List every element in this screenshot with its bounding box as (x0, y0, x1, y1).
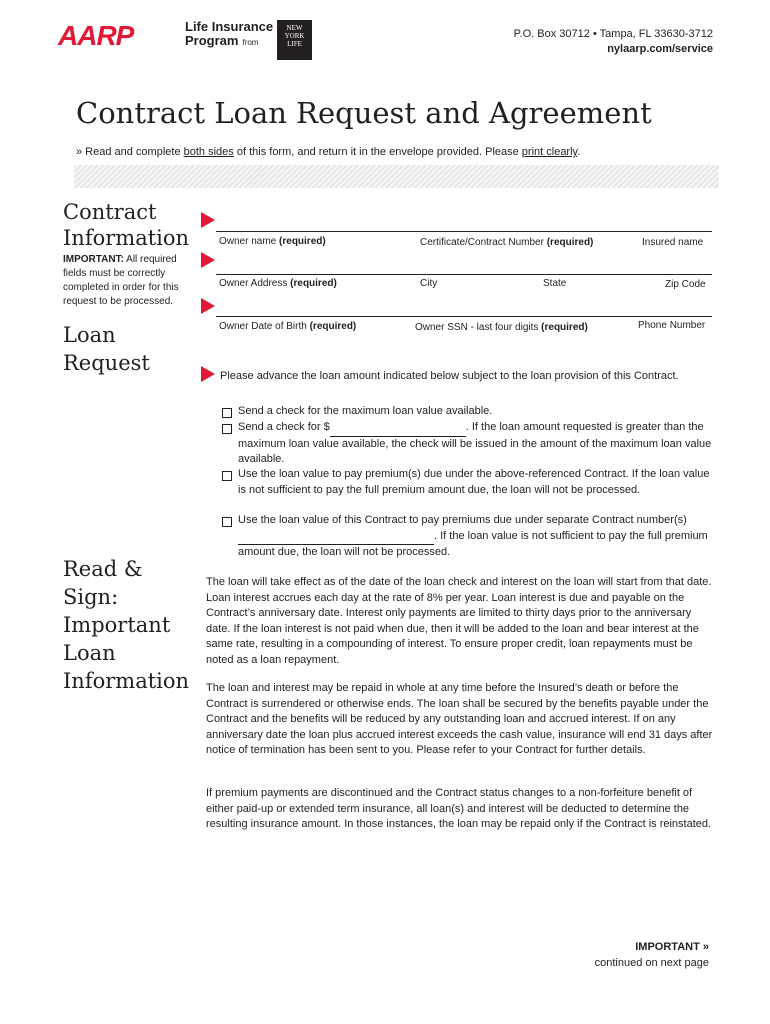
hatched-divider-band (74, 165, 719, 188)
checkbox-specific-amount[interactable] (222, 424, 232, 434)
owner-ssn-field[interactable] (415, 322, 588, 334)
insured-name-field[interactable] (642, 237, 703, 249)
zip-code-label: Zip Code (665, 279, 706, 290)
field-line-row1 (216, 231, 712, 232)
loan-option-max-value-text: Send a check for the maximum loan value available. (238, 405, 493, 417)
loan-amount-blank[interactable] (330, 420, 466, 437)
loan-info-paragraph-1: The loan will take effect as of the date of the loan check and interest on the loan will start from that date. Loan interest accrues each day at the rate of 8% per year. Loan interest is due and payable on the Contract’s anniversary date. Interest only payments are limited to thirty days prior to the anniversary date. If the loan interest is not paid when due, then it will be added to the loan and bear interest at the same rate, resulting in a compounding of interest. To ensure proper credit, loan repayments must be noted as a loan repayment. (206, 576, 712, 666)
loan-option-separate-contract-prefix: Use the loan value of this Contract to pay premiums due under separate Contract number(s) (238, 514, 687, 526)
page-title: Contract Loan Request and Agreement (76, 96, 652, 130)
section-heading-loan-request: Loan Request (63, 323, 150, 375)
nyl-line2: YORK (284, 32, 305, 40)
city-label: City (420, 278, 438, 289)
state-label: State (543, 278, 567, 289)
loan-option-amount-prefix: Send a check for $ (238, 421, 330, 433)
phone-number-field[interactable] (638, 320, 705, 332)
aarp-logo: AARP (58, 20, 134, 51)
field-line-row3 (216, 316, 712, 317)
required-marker: (required) (309, 321, 357, 332)
arrow-marker-row3 (201, 298, 215, 314)
from-text: from (242, 38, 259, 47)
mailing-address: P.O. Box 30712 • Tampa, FL 33630-3712 (513, 28, 713, 40)
loan-option-amount-text: . If the loan amount requested is greater than the maximum loan value available, the check will be issued in the amount of the maximum loan value available. (238, 421, 712, 465)
owner-dob-field[interactable] (219, 321, 356, 333)
loan-option-separate-contract[interactable] (220, 513, 715, 561)
owner-ssn-label: Owner SSN - last four digits (415, 322, 539, 333)
loan-option-specific-amount[interactable] (220, 420, 715, 468)
intro-underlined-both-sides: both sides (183, 146, 234, 158)
arrow-marker-row2 (201, 252, 215, 268)
loan-request-lead: Please advance the loan amount indicated below subject to the loan provision of this Contract. (220, 370, 679, 382)
program-line1: Life Insurance (185, 19, 274, 34)
page-footer (595, 939, 709, 971)
intro-underlined-print-clearly: print clearly (521, 146, 578, 158)
program-line2-wrap (185, 34, 273, 50)
new-york-life-logo (277, 20, 312, 60)
life-insurance-program-logo (185, 20, 273, 50)
city-field[interactable] (420, 278, 437, 290)
checkbox-max-value[interactable] (222, 408, 232, 418)
field-line-row2 (216, 274, 712, 275)
required-marker: (required) (279, 236, 326, 247)
zip-code-field[interactable] (665, 279, 706, 291)
loan-option-pay-premium-text: Use the loan value to pay premium(s) due under the above-referenced Contract. If the loan value is not sufficient to pay the full premium amount due, the loan will not be processed. (238, 468, 710, 496)
intro-middle: of this form, and return it in the envelope provided. Please (233, 146, 522, 158)
important-label: IMPORTANT: (63, 254, 124, 265)
required-marker: (required) (546, 237, 594, 248)
important-text: All required fields must be correctly completed in order for this request to be processed. (63, 254, 179, 307)
loan-option-pay-premium[interactable] (220, 467, 715, 498)
insured-name-label: Insured name (642, 237, 704, 248)
footer-continued: continued on next page (594, 957, 709, 969)
owner-name-field[interactable] (219, 236, 326, 248)
section-heading-read-and-sign: Read & Sign: Important Loan Information (63, 557, 190, 693)
owner-dob-label: Owner Date of Birth (219, 321, 307, 332)
owner-address-label: Owner Address (219, 278, 288, 289)
intro-prefix: » Read and complete (76, 146, 184, 158)
state-field[interactable] (543, 278, 566, 290)
checkbox-pay-premium[interactable] (222, 471, 232, 481)
owner-address-field[interactable] (219, 278, 337, 290)
certificate-number-field[interactable] (420, 237, 593, 249)
intro-instructions (76, 146, 580, 158)
loan-info-paragraph-2: The loan and interest may be repaid in whole at any time before the Insured’s death or before the Contract is surrendered or otherwise ends. The loan shall be secured by the benefits payable under the Contract and the benefits will be reduced by any outstanding loan and accrued interest. If on any anniversary date the loan plus accrued interest exceeds the cash value, insurance will end 31 days after notice of termination has been sent to you. Please refer to your Contract for further details. (206, 682, 713, 756)
section-heading-contract-information: Contract Information (63, 200, 190, 250)
contract-numbers-blank[interactable] (238, 529, 434, 546)
loan-option-max-value[interactable] (220, 404, 715, 420)
important-note (63, 253, 198, 309)
service-website: nylaarp.com/service (607, 43, 713, 55)
footer-important: IMPORTANT » (635, 941, 709, 953)
loan-option-separate-contract-text: . If the loan value is not sufficient to pay the full premium amount due, the loan will not be processed. (238, 529, 708, 558)
owner-name-label: Owner name (219, 236, 277, 247)
phone-number-label: Phone Number (638, 320, 706, 331)
mailing-address-block (514, 27, 713, 57)
nyl-line1: NEW (286, 24, 303, 32)
intro-suffix: . (577, 146, 581, 158)
required-marker: (required) (541, 322, 588, 333)
nyl-line3: LIFE (287, 40, 302, 48)
checkbox-separate-contract[interactable] (222, 517, 232, 527)
arrow-marker-row1 (201, 212, 215, 228)
required-marker: (required) (290, 278, 337, 289)
arrow-marker-loan (201, 366, 215, 382)
program-line2: Program (185, 33, 239, 48)
loan-info-paragraph-3: If premium payments are discontinued and the Contract status changes to a non-forfeiture benefit of either paid-up or extended term insurance, all loan(s) and interest will be deducted to determine the resulting insurance amount. In those instances, the loan may be repaid only if the Contract is reinstated. (206, 787, 712, 830)
certificate-number-label: Certificate/Contract Number (420, 237, 544, 248)
